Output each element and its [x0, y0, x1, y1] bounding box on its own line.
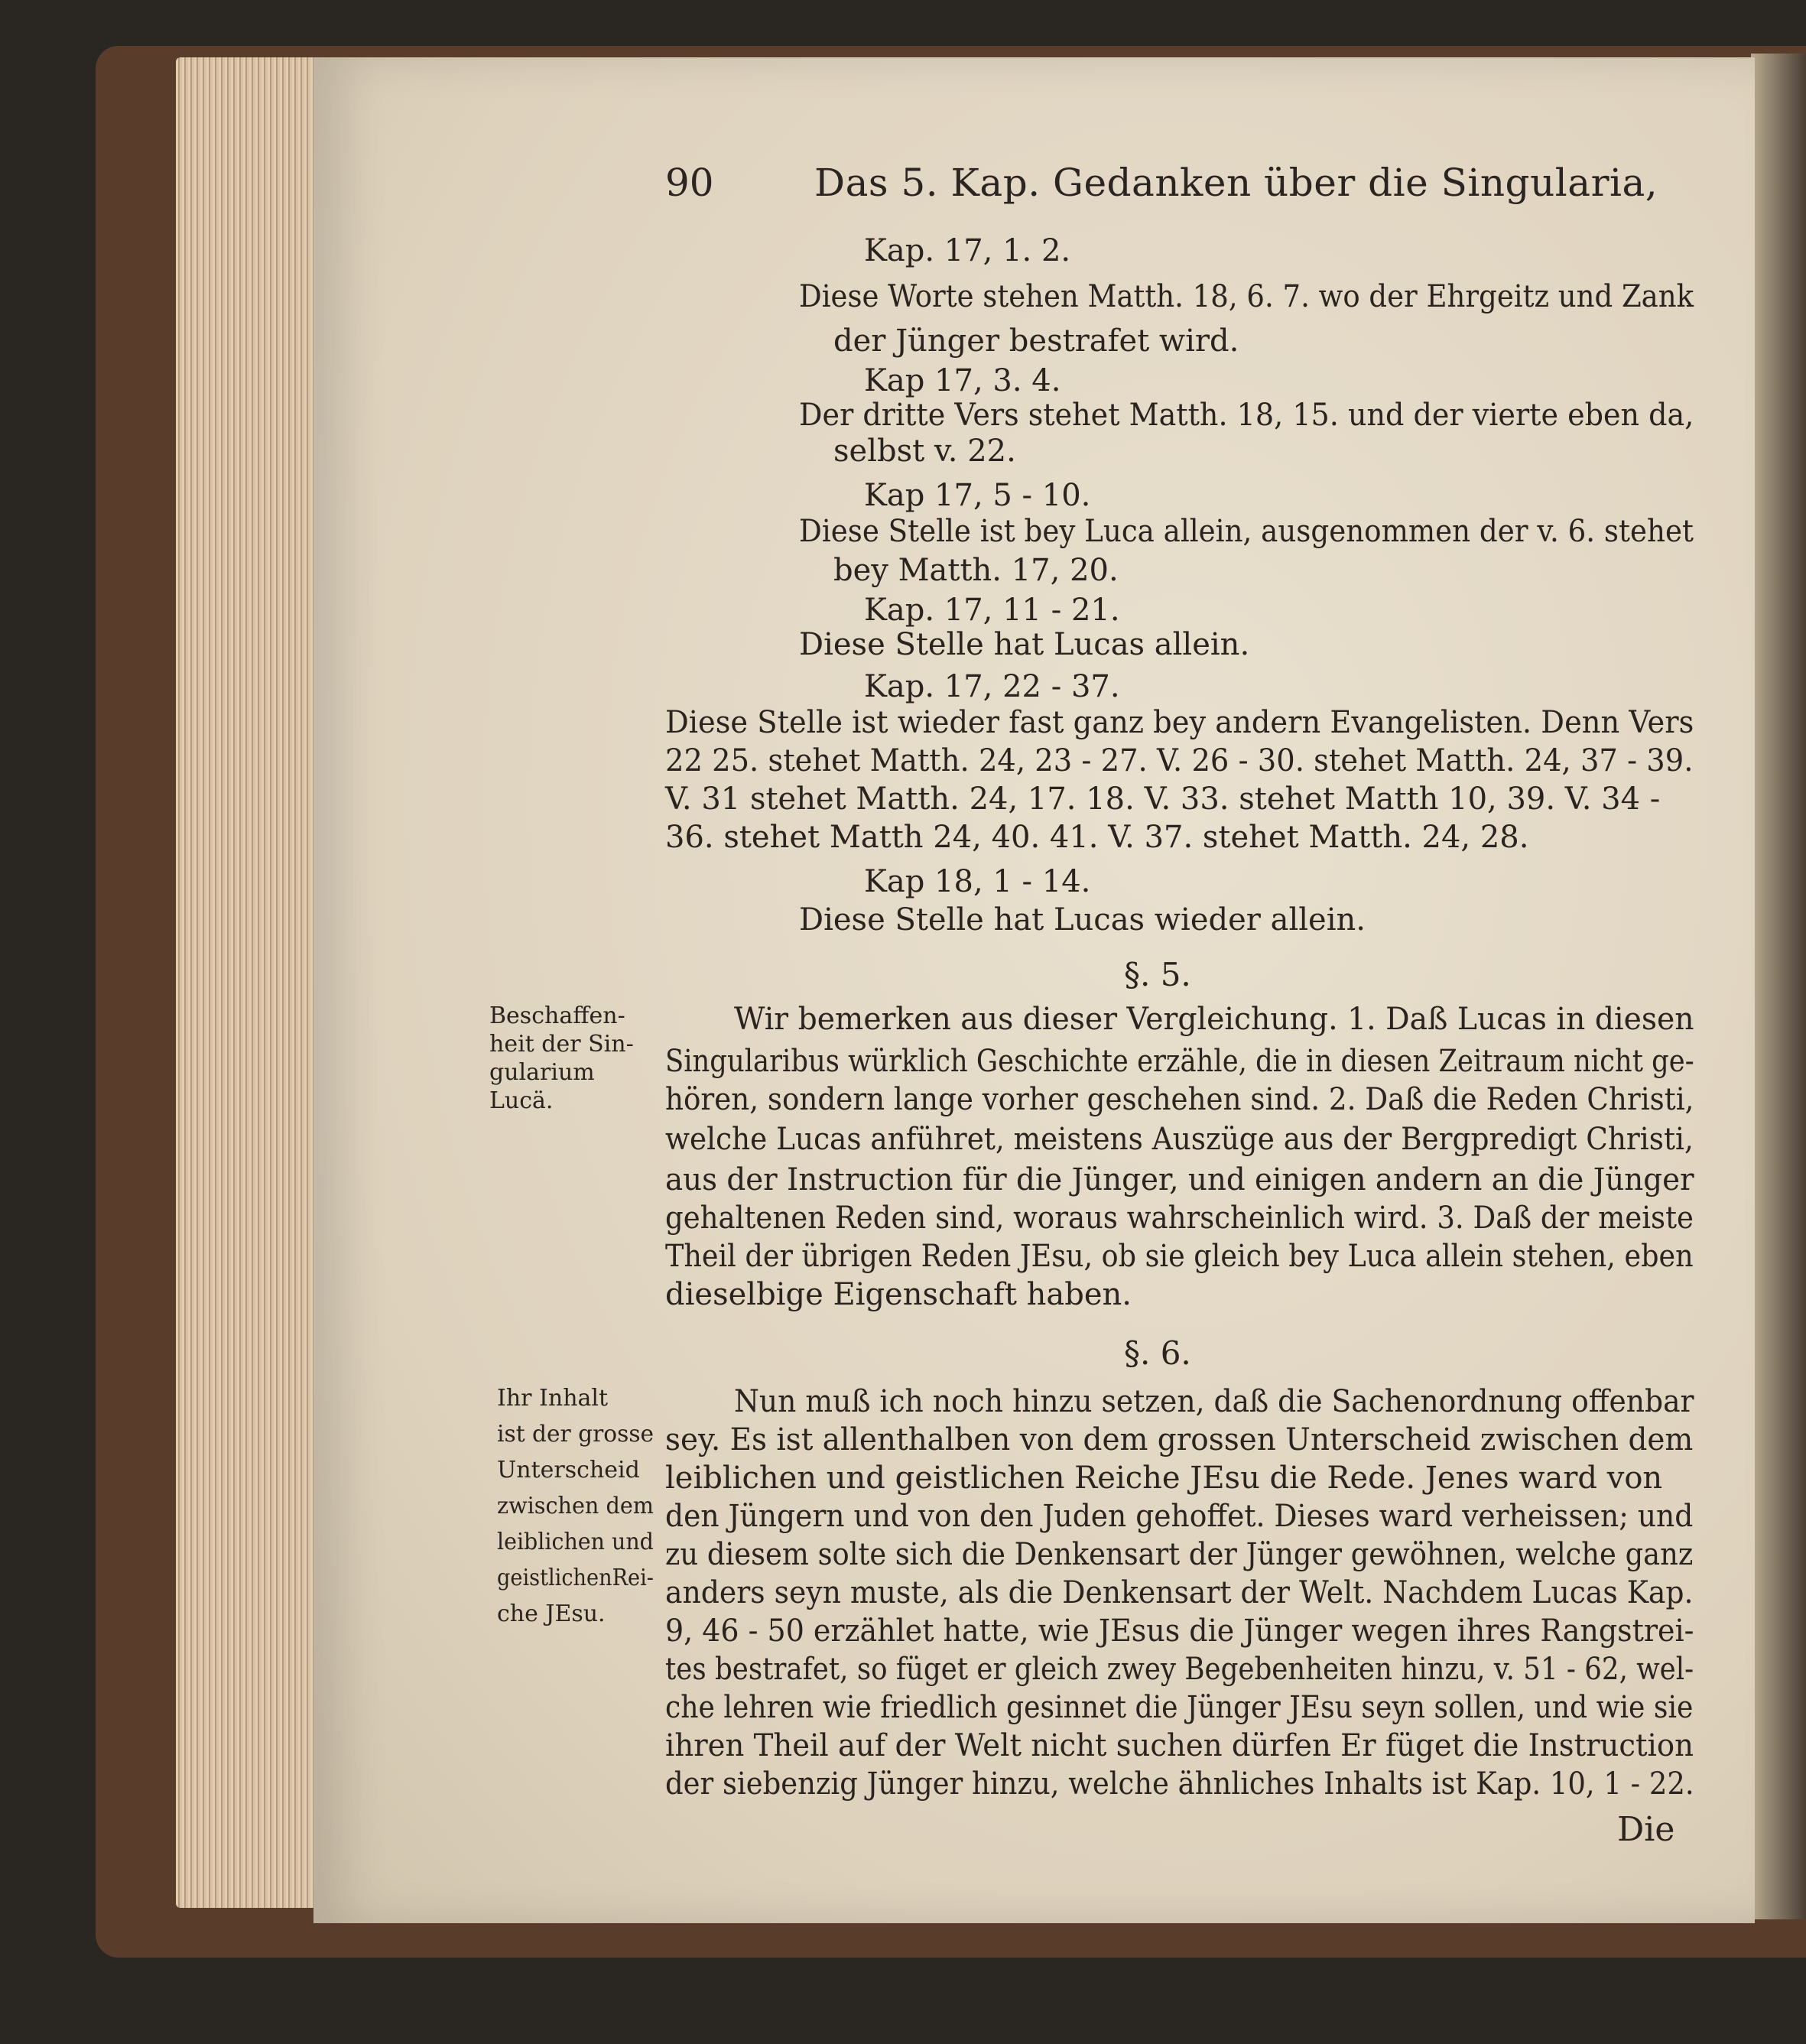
text-line: zu diesem solte sich die Denkensart der Jünger gewöhnen, welche ganz: [665, 1537, 1694, 1572]
text-line: tes bestrafet, so füget er gleich zwey Begebenheiten hinzu, v. 51 - 62, wel-: [665, 1652, 1694, 1687]
text-line: Der dritte Vers stehet Matth. 18, 15. und der vierte eben da,: [799, 398, 1694, 433]
text-line: Diese Stelle hat Lucas allein.: [799, 627, 1250, 662]
margin-note-line: ist der grosse: [497, 1421, 655, 1448]
text-line: den Jüngern und von den Juden gehoffet. Dieses ward verheissen; und: [665, 1499, 1694, 1534]
text-line: V. 31 stehet Matth. 24, 17. 18. V. 33. stehet Matth 10, 39. V. 34 -: [665, 782, 1661, 817]
text-line: hören, sondern lange vorher geschehen sind. 2. Daß die Reden Christi,: [665, 1082, 1694, 1117]
margin-note-line: heit der Sin-: [489, 1031, 634, 1058]
margin-note-line: gularium: [489, 1059, 595, 1086]
section-heading: §. 5.: [1124, 956, 1191, 993]
margin-note-line: geistlichenRei-: [497, 1565, 654, 1591]
chapter-ref: Kap. 17, 22 - 37.: [864, 669, 1120, 704]
text-line: 22 25. stehet Matth. 24, 23 - 27. V. 26 - 30. stehet Matth. 24, 37 - 39.: [665, 743, 1694, 778]
text-line: 36. stehet Matth 24, 40. 41. V. 37. stehet Matth. 24, 28.: [665, 820, 1529, 855]
text-line: 9, 46 - 50 erzählet hatte, wie JEsus die Jünger wegen ihres Rangstrei-: [665, 1613, 1694, 1649]
text-line: sey. Es ist allenthalben von dem grossen Unterscheid zwischen dem: [665, 1422, 1694, 1457]
text-line: Nun muß ich noch hinzu setzen, daß die Sachenordnung offenbar: [734, 1384, 1694, 1419]
page-number: 90: [665, 161, 714, 205]
text-line: Diese Stelle ist bey Luca allein, ausgenommen der v. 6. stehet: [799, 514, 1694, 549]
text-line: Diese Worte stehen Matth. 18, 6. 7. wo der Ehrgeitz und Zank: [799, 279, 1694, 314]
text-line: leiblichen und geistlichen Reiche JEsu die Rede. Jenes ward von: [665, 1461, 1663, 1496]
text-line: Diese Stelle ist wieder fast ganz bey andern Evangelisten. Denn Vers: [665, 705, 1694, 740]
text-line: Wir bemerken aus dieser Vergleichung. 1. Daß Lucas in diesen: [734, 1002, 1694, 1037]
running-header: [665, 161, 1682, 214]
text-line: anders seyn muste, als die Denkensart der Welt. Nachdem Lucas Kap.: [665, 1575, 1694, 1610]
text-line: dieselbige Eigenschaft haben.: [665, 1277, 1132, 1312]
chapter-ref: Kap 18, 1 - 14.: [864, 864, 1091, 899]
text-line: selbst v. 22.: [833, 434, 1016, 469]
text-line: ihren Theil auf der Welt nicht suchen dürfen Er füget die Instruction: [665, 1728, 1694, 1763]
margin-note-line: Lucä.: [489, 1087, 554, 1114]
text-line: der Jünger bestrafet wird.: [833, 323, 1239, 359]
text-line: Singularibus würklich Geschichte erzähle, die in diesen Zeitraum nicht ge-: [665, 1044, 1694, 1079]
page-edges: [176, 57, 329, 1908]
text-line: bey Matth. 17, 20.: [833, 553, 1119, 588]
margin-note-line: che JEsu.: [497, 1600, 606, 1627]
margin-note-line: leiblichen und: [497, 1529, 654, 1555]
margin-note-line: zwischen dem: [497, 1493, 654, 1519]
text-line: Theil der übrigen Reden JEsu, ob sie gleich bey Luca allein stehen, eben: [665, 1239, 1694, 1274]
page-gutter: [1751, 54, 1806, 1919]
margin-note-line: Beschaffen-: [489, 1003, 625, 1029]
text-line: che lehren wie friedlich gesinnet die Jünger JEsu seyn sollen, und wie sie: [665, 1690, 1694, 1725]
margin-note-line: Unterscheid: [497, 1457, 640, 1483]
chapter-ref: Kap. 17, 1. 2.: [864, 233, 1071, 268]
margin-note-line: Ihr Inhalt: [497, 1385, 609, 1412]
text-line: der siebenzig Jünger hinzu, welche ähnliches Inhalts ist Kap. 10, 1 - 22.: [665, 1766, 1694, 1802]
chapter-ref: Kap. 17, 11 - 21.: [864, 593, 1120, 628]
text-line: Diese Stelle hat Lucas wieder allein.: [799, 902, 1366, 938]
running-title: Das 5. Kap. Gedanken über die Singularia,: [814, 161, 1658, 205]
section-heading: §. 6.: [1124, 1334, 1191, 1372]
chapter-ref: Kap 17, 5 - 10.: [864, 478, 1091, 513]
text-line: gehaltenen Reden sind, woraus wahrscheinlich wird. 3. Daß der meiste: [665, 1201, 1694, 1236]
text-line: welche Lucas anführet, meistens Auszüge aus der Bergpredigt Christi,: [665, 1122, 1694, 1157]
text-line: aus der Instruction für die Jünger, und einigen andern an die Jünger: [665, 1162, 1694, 1197]
catchword: Die: [1617, 1810, 1675, 1849]
chapter-ref: Kap 17, 3. 4.: [864, 363, 1061, 398]
